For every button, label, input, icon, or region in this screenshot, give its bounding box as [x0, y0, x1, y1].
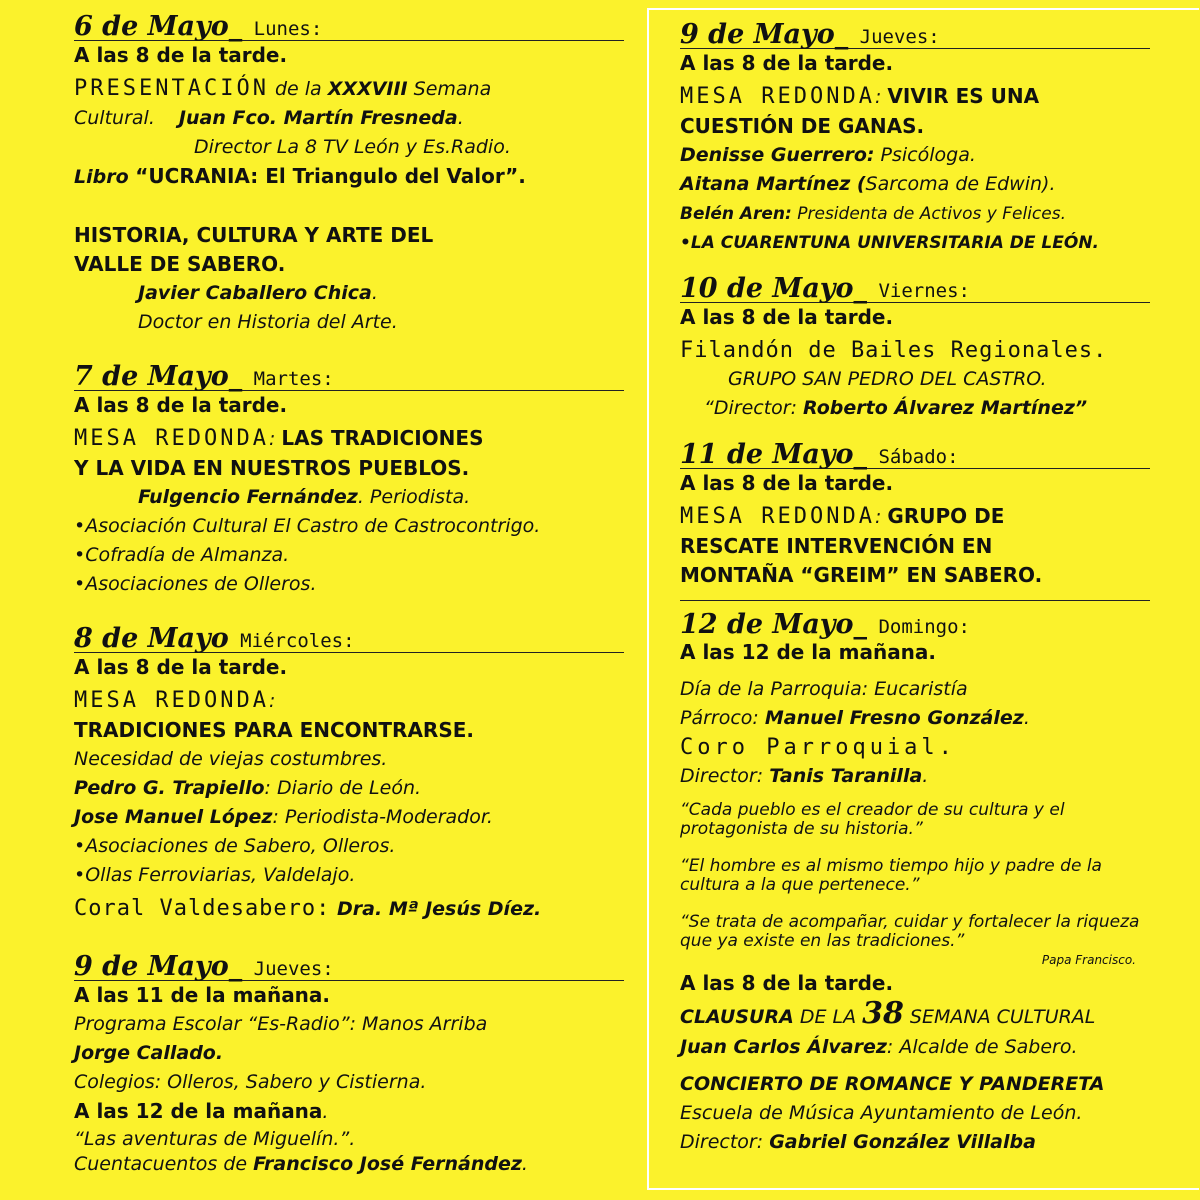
round-table-title: Y LA VIDA EN NUESTROS PUEBLOS.: [74, 456, 470, 480]
book-line: Libro “UCRANIA: El Triangulo del Valor”.: [74, 164, 526, 188]
day-header: [680, 438, 1150, 469]
performer-line: •LA CUARENTUNA UNIVERSITARIA DE LEÓN.: [680, 233, 1100, 253]
day-6-mayo: [74, 10, 624, 337]
round-table-title: TRADICIONES PARA ENCONTRARSE.: [74, 718, 474, 742]
day-8-mayo: [74, 622, 624, 924]
weekday-label: Martes:: [242, 368, 334, 390]
closing-line: CLAUSURA DE LA 38 SEMANA CULTURAL: [680, 996, 1096, 1031]
date-label: 6 de Mayo_: [74, 11, 243, 42]
event-time: A las 8 de la tarde.: [74, 393, 288, 417]
story-title: “Las aventuras de Miguelín.”.: [74, 1128, 356, 1150]
mayor-line: Juan Carlos Álvarez: Alcalde de Sabero.: [680, 1036, 1078, 1058]
bottom-rule: [649, 1188, 1199, 1190]
quote-author: Papa Francisco.: [1041, 953, 1136, 967]
round-table-title: RESCATE INTERVENCIÓN EN: [680, 534, 993, 558]
event-time-2: A las 12 de la mañana.: [74, 1099, 329, 1123]
day-9-mayo-evening: [680, 18, 1150, 258]
talk-title: HISTORIA, CULTURA Y ARTE DEL: [74, 223, 434, 247]
host-name: Jorge Callado.: [74, 1042, 224, 1064]
date-label: 11 de Mayo_: [680, 439, 868, 470]
date-label: 7 de Mayo_: [74, 361, 243, 392]
speaker-role: Doctor en Historia del Arte.: [138, 311, 398, 333]
speaker-line: Jose Manuel López: Periodista-Moderador.: [74, 806, 493, 828]
speaker-line: Denisse Guerrero: Psicóloga.: [680, 144, 976, 166]
concert-director: Director: Gabriel González Villalba: [680, 1131, 1036, 1153]
day-header: [680, 272, 1150, 303]
speaker-line: Belén Aren: Presidenta de Activos y Felices.: [680, 204, 1066, 224]
date-label: 9 de Mayo_: [74, 951, 243, 982]
round-table-line: MESA REDONDA: GRUPO DE: [680, 504, 1005, 529]
event-time: A las 8 de la tarde.: [680, 51, 894, 75]
list-item: •Asociaciones de Olleros.: [74, 573, 317, 595]
presenter-line: Cultural. Juan Fco. Martín Fresneda.: [74, 107, 464, 129]
date-label: 9 de Mayo_: [680, 19, 849, 50]
date-label: 10 de Mayo_: [680, 273, 868, 304]
day-11-mayo: [680, 438, 1150, 601]
storyteller-line: Cuentacuentos de Francisco José Fernández.: [74, 1153, 528, 1175]
day-header: [680, 18, 1150, 49]
day-9-mayo-morning: [74, 950, 624, 1177]
list-item: •Asociaciones de Sabero, Olleros.: [74, 835, 396, 857]
day-header: [74, 622, 624, 653]
date-label: 12 de Mayo_: [680, 609, 868, 640]
event-time: A las 8 de la tarde.: [680, 305, 894, 329]
parish-day: Día de la Parroquia: Eucaristía: [680, 678, 968, 700]
event-time-2: A las 8 de la tarde.: [680, 971, 894, 995]
round-table-line: MESA REDONDA: LAS TRADICIONES: [74, 426, 484, 451]
concert-title: CONCIERTO DE ROMANCE Y PANDERETA: [680, 1073, 1105, 1095]
weekday-label: Jueves:: [242, 958, 334, 980]
quote: “El hombre es al mismo tiempo hijo y padre de la cultura a la que pertenece.”: [680, 856, 1102, 895]
talk-title-2: VALLE DE SABERO.: [74, 252, 286, 276]
group-name: GRUPO SAN PEDRO DEL CASTRO.: [728, 368, 1047, 390]
day-header: [74, 10, 624, 41]
quote: “Se trata de acompañar, cuidar y fortalecer la riqueza que ya existe en las tradiciones.”: [680, 912, 1140, 951]
speaker-line: Pedro G. Trapiello: Diario de León.: [74, 777, 422, 799]
day-header: [680, 608, 1150, 638]
event-time: A las 11 de la mañana.: [74, 983, 331, 1007]
day-7-mayo: [74, 360, 624, 599]
event-time: A las 8 de la tarde.: [74, 655, 288, 679]
speaker-line: Fulgencio Fernández. Periodista.: [138, 486, 471, 508]
program-line: Programa Escolar “Es-Radio”: Manos Arriba: [74, 1013, 488, 1035]
list-item: •Cofradía de Almanza.: [74, 544, 290, 566]
quote: “Cada pueblo es el creador de su cultura y el protagonista de su historia.”: [680, 800, 1065, 839]
list-item: •Asociación Cultural El Castro de Castrocontrigo.: [74, 515, 541, 537]
day-header: [74, 360, 624, 391]
list-item: •Ollas Ferroviarias, Valdelajo.: [74, 864, 356, 886]
subtitle: Necesidad de viejas costumbres.: [74, 748, 388, 770]
date-label: 8 de Mayo: [74, 623, 229, 654]
section-rule: [680, 600, 1150, 601]
choir-director: Director: Tanis Taranilla.: [680, 765, 929, 787]
event-title: Filandón de Bailes Regionales.: [680, 338, 1108, 363]
speaker-line: Aitana Martínez (Sarcoma de Edwin).: [680, 173, 1056, 195]
round-table-line: MESA REDONDA: VIVIR ES UNA: [680, 84, 1040, 109]
choir-line: Coral Valdesabero: Dra. Mª Jesús Díez.: [74, 896, 542, 921]
weekday-label: Sábado:: [867, 446, 959, 468]
choir-title: Coro Parroquial.: [680, 735, 956, 760]
schools-line: Colegios: Olleros, Sabero y Cistierna.: [74, 1071, 427, 1093]
director-line: “Director: Roberto Álvarez Martínez”: [704, 397, 1088, 419]
weekday-label: Lunes:: [242, 18, 323, 40]
round-table-title-3: MONTAÑA “GREIM” EN SABERO.: [680, 563, 1043, 587]
presentation-line: PRESENTACIÓN de la XXXVIII Semana: [74, 76, 492, 101]
presenter-role: Director La 8 TV León y Es.Radio.: [194, 136, 511, 158]
weekday-label: Viernes:: [867, 280, 970, 302]
day-10-mayo: [680, 272, 1150, 423]
weekday-label: Domingo:: [867, 616, 970, 638]
round-table-title: CUESTIÓN DE GANAS.: [680, 114, 925, 138]
event-time: A las 12 de la mañana.: [680, 640, 937, 664]
event-time: A las 8 de la tarde.: [74, 43, 288, 67]
top-rule: [649, 8, 1199, 10]
day-12-mayo: [680, 608, 1150, 1157]
column-divider: [647, 8, 649, 1190]
school-line: Escuela de Música Ayuntamiento de León.: [680, 1102, 1083, 1124]
weekday-label: Miércoles:: [228, 630, 355, 652]
speaker-line: Javier Caballero Chica.: [138, 282, 378, 304]
event-time: A las 8 de la tarde.: [680, 471, 894, 495]
round-table-line: MESA REDONDA:: [74, 688, 276, 713]
weekday-label: Jueves:: [848, 26, 940, 48]
day-header: [74, 950, 624, 981]
priest-line: Párroco: Manuel Fresno González.: [680, 707, 1030, 729]
